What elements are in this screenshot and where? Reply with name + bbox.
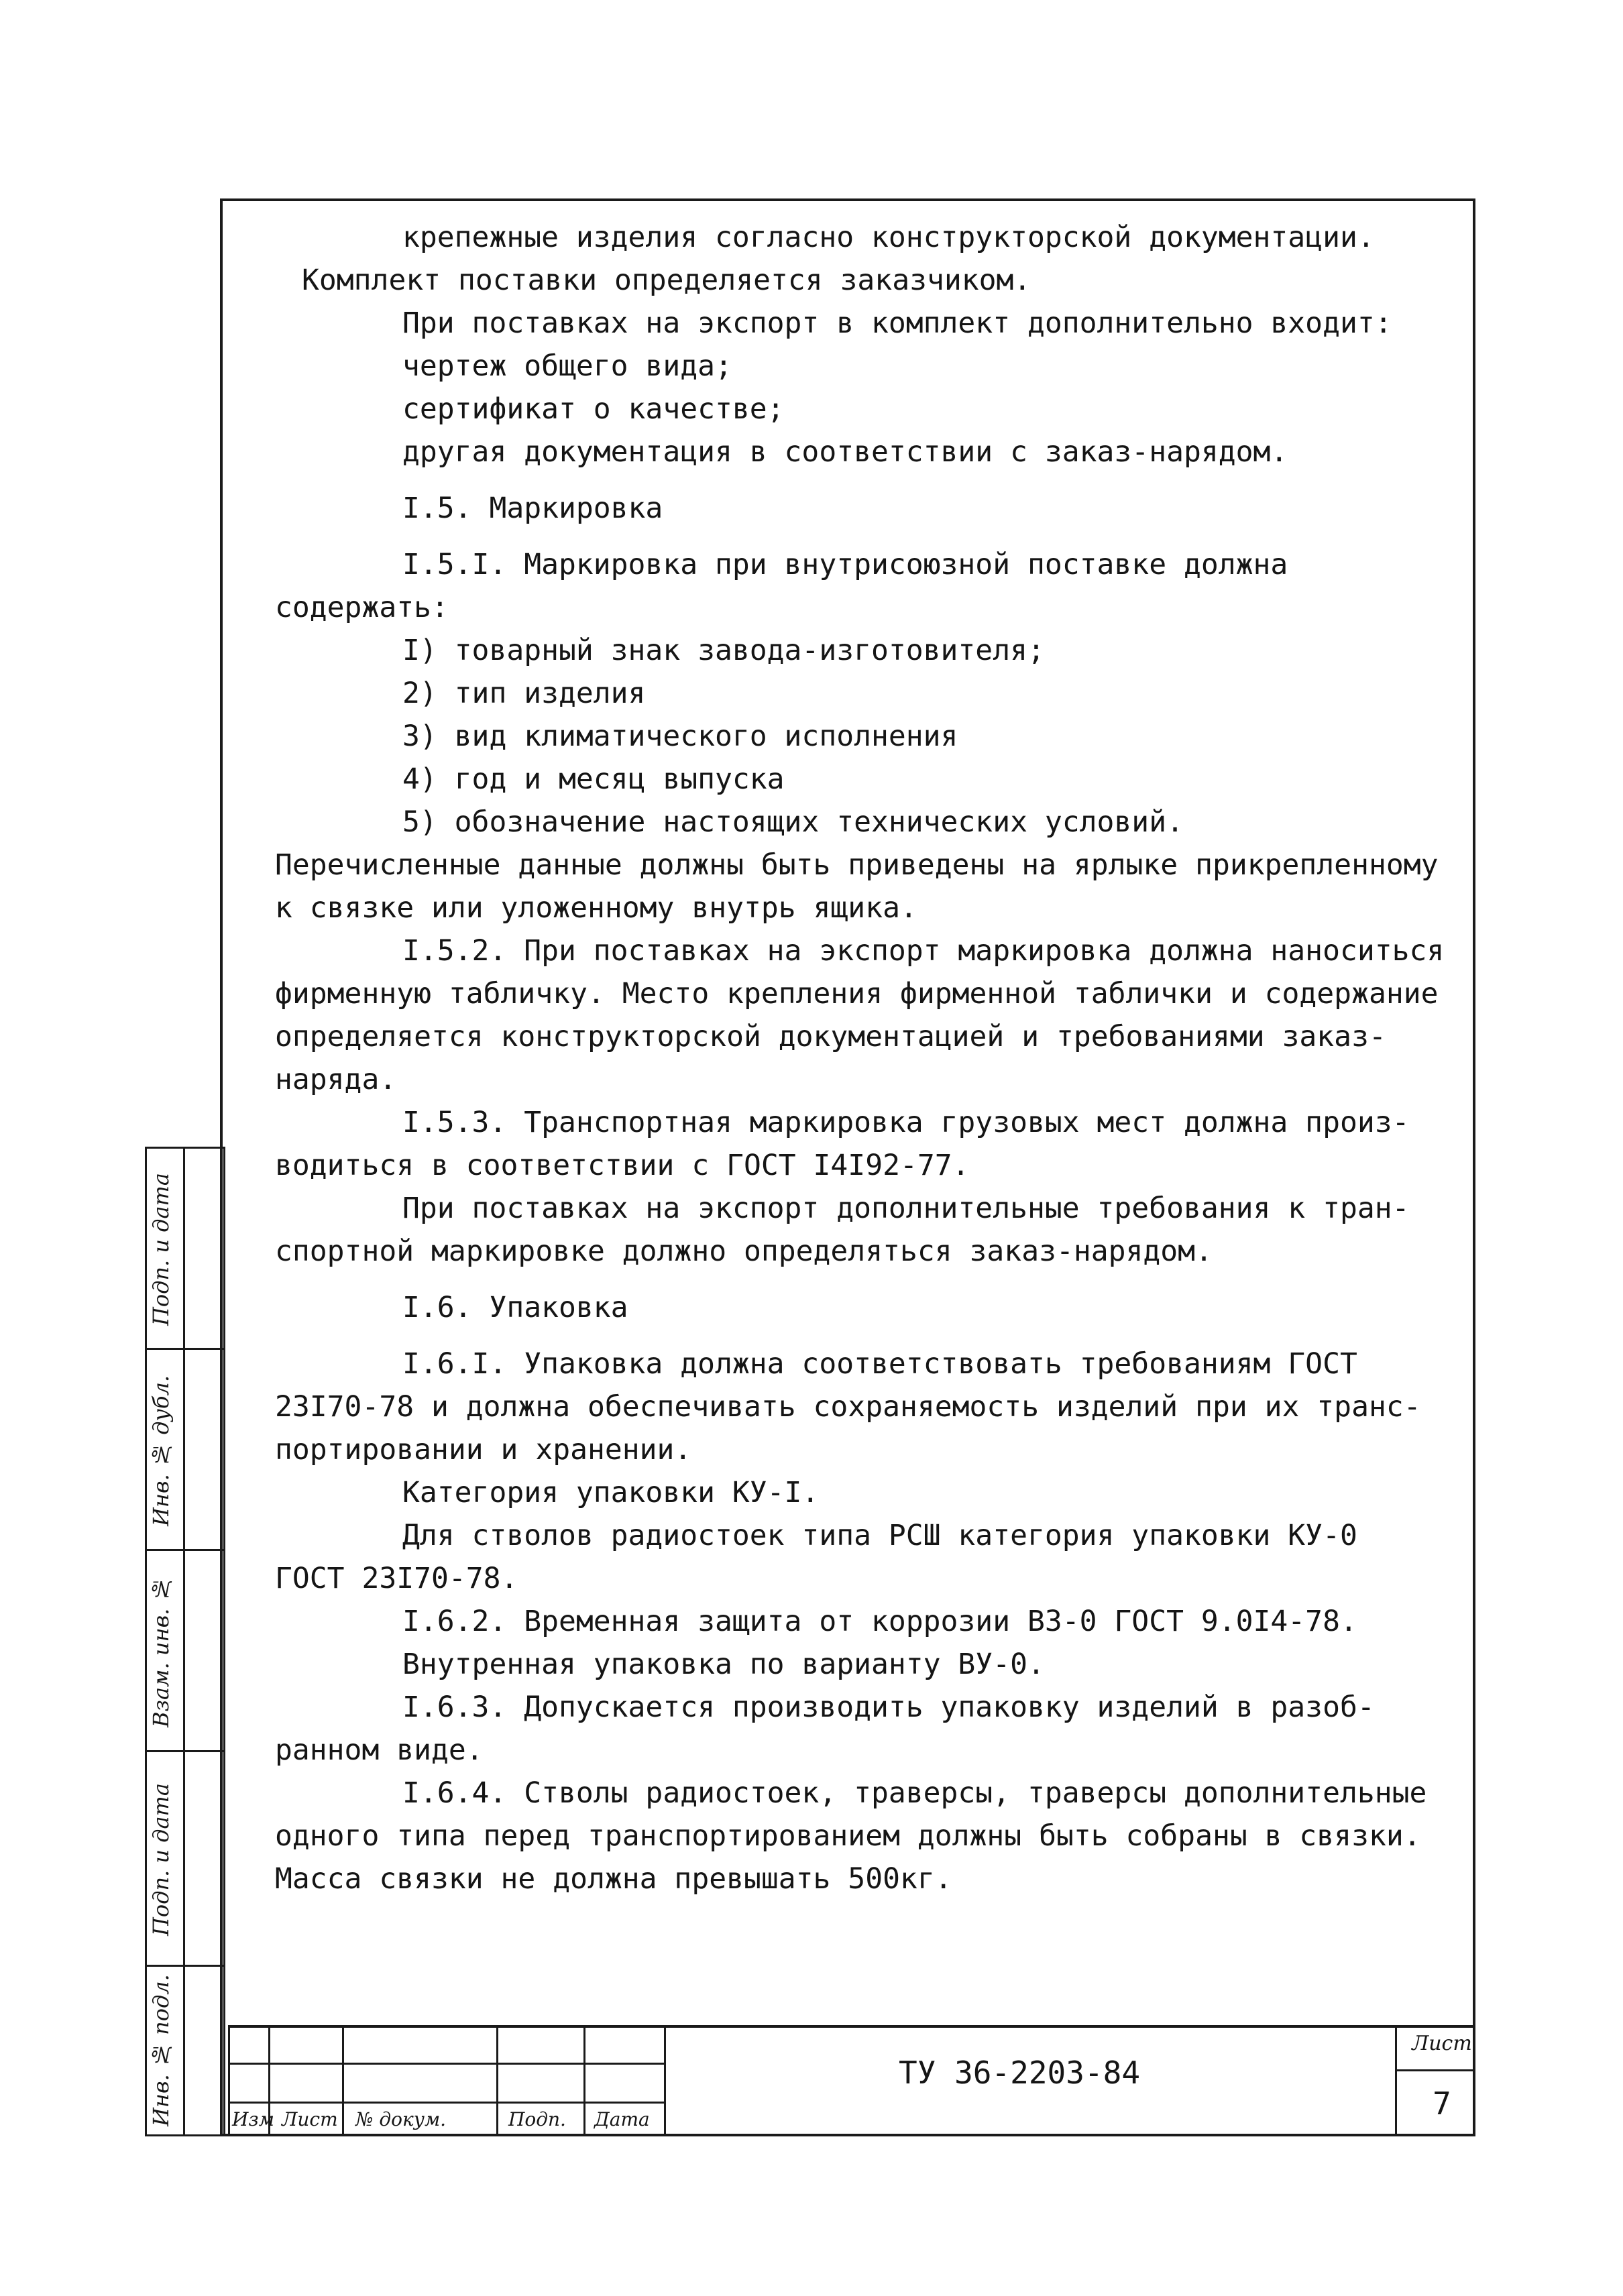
text-line: При поставках на экспорт дополнительные требования к тран- (402, 1192, 1410, 1225)
text-line: I.6.2. Временная защита от коррозии ВЗ-0 ГОСТ 9.0I4-78. (402, 1605, 1357, 1638)
text-line: Для стволов радиостоек типа РСШ категория упаковки КУ-0 (402, 1519, 1357, 1552)
text-line: I.5.3. Транспортная маркировка грузовых мест должна произ- (402, 1106, 1410, 1139)
text-line: ранном виде. (275, 1733, 484, 1767)
text-line: 4) год и месяц выпуска (402, 762, 785, 796)
tb-izm-label: Изм (232, 2108, 274, 2130)
text-line: к связке или уложенному внутрь ящика. (275, 891, 917, 925)
text-line: ГОСТ 23I70-78. (275, 1562, 518, 1595)
tb-data-label: Дата (594, 2108, 650, 2130)
text-line: I.5.I. Маркировка при внутрисоюзной поставке должна (402, 548, 1288, 581)
text-line: 2) тип изделия (402, 677, 646, 710)
side-cell-inv-dubl (147, 1350, 223, 1551)
text-line: одного типа перед транспортированием должны быть собраны в связки. (275, 1819, 1421, 1853)
text-line: I.6. Упаковка (402, 1291, 628, 1324)
side-label-podp-data-bottom: Подп. и дата (148, 1783, 174, 1936)
text-line: другая документация в соответствии с заказ-нарядом. (402, 435, 1288, 469)
text-line: 23I70-78 и должна обеспечивать сохраняемость изделий при их транс- (275, 1390, 1421, 1424)
text-line: портировании и хранении. (275, 1433, 692, 1467)
tb-list-label: Лист (282, 2108, 338, 2130)
text-line: Внутренная упаковка по варианту ВУ-0. (402, 1648, 1045, 1681)
side-cell-podp-data-bottom (147, 1752, 223, 1967)
sheet-label: Лист (1412, 2032, 1472, 2055)
text-line: спортной маркировке должно определяться заказ-нарядом. (275, 1235, 1213, 1268)
sheet-number: 7 (1433, 2085, 1451, 2122)
text-line: I.6.3. Допускается производить упаковку изделий в разоб- (402, 1690, 1375, 1724)
text-line: определяется конструкторской документацией и требованиями заказ- (275, 1020, 1386, 1053)
text-line: При поставках на экспорт в комплект дополнительно входит: (402, 306, 1392, 340)
text-line: чертеж общего вида; (402, 349, 732, 383)
text-line: 3) вид климатического исполнения (402, 720, 958, 753)
text-line: фирменную табличку. Место крепления фирменной таблички и содержание (275, 977, 1439, 1011)
document-body (275, 216, 1462, 1900)
text-line: наряда. (275, 1063, 397, 1096)
side-cell-inv-podl (147, 1967, 223, 2134)
text-line: водиться в соответствии с ГОСТ I4I92-77. (275, 1149, 970, 1182)
text-line: Комплект поставки определяется заказчиком. (302, 264, 1031, 297)
text-line: Категория упаковки КУ-I. (402, 1476, 820, 1509)
text-line: крепежные изделия согласно конструкторской документации. (402, 221, 1375, 254)
side-cell-podp-data-top (147, 1149, 223, 1350)
text-line: 5) обозначение настоящих технических условий. (402, 805, 1184, 839)
side-label-inv-podl: Инв. № подл. (148, 1974, 174, 2127)
text-line: I.5. Маркировка (402, 492, 663, 525)
title-block (228, 2025, 1475, 2136)
side-label-podp-data-top: Подп. и дата (148, 1173, 174, 1326)
text-line: Масса связки не должна превышать 500кг. (275, 1862, 952, 1896)
tb-doc-label: № докум. (355, 2108, 447, 2130)
tb-podp-label: Подп. (508, 2108, 566, 2130)
text-line: I.6.I. Упаковка должна соответствовать требованиям ГОСТ (402, 1347, 1357, 1381)
text-line: I) товарный знак завода-изготовителя; (402, 634, 1045, 667)
side-stamp (145, 1147, 225, 2136)
text-line: содержать: (275, 591, 449, 624)
side-label-vzam-inv: Взам. инв. № (148, 1576, 174, 1727)
side-cell-vzam-inv (147, 1551, 223, 1752)
side-label-inv-dubl: Инв. № дубл. (148, 1375, 174, 1526)
document-code: ТУ 36-2203-84 (899, 2055, 1141, 2091)
text-line: I.5.2. При поставках на экспорт маркировка должна наноситься (402, 934, 1445, 968)
text-line: Перечисленные данные должны быть приведены на ярлыке прикрепленному (275, 848, 1439, 882)
text-line: I.6.4. Стволы радиостоек, траверсы, траверсы дополнительные (402, 1776, 1427, 1810)
text-line: сертификат о качестве; (402, 392, 785, 426)
